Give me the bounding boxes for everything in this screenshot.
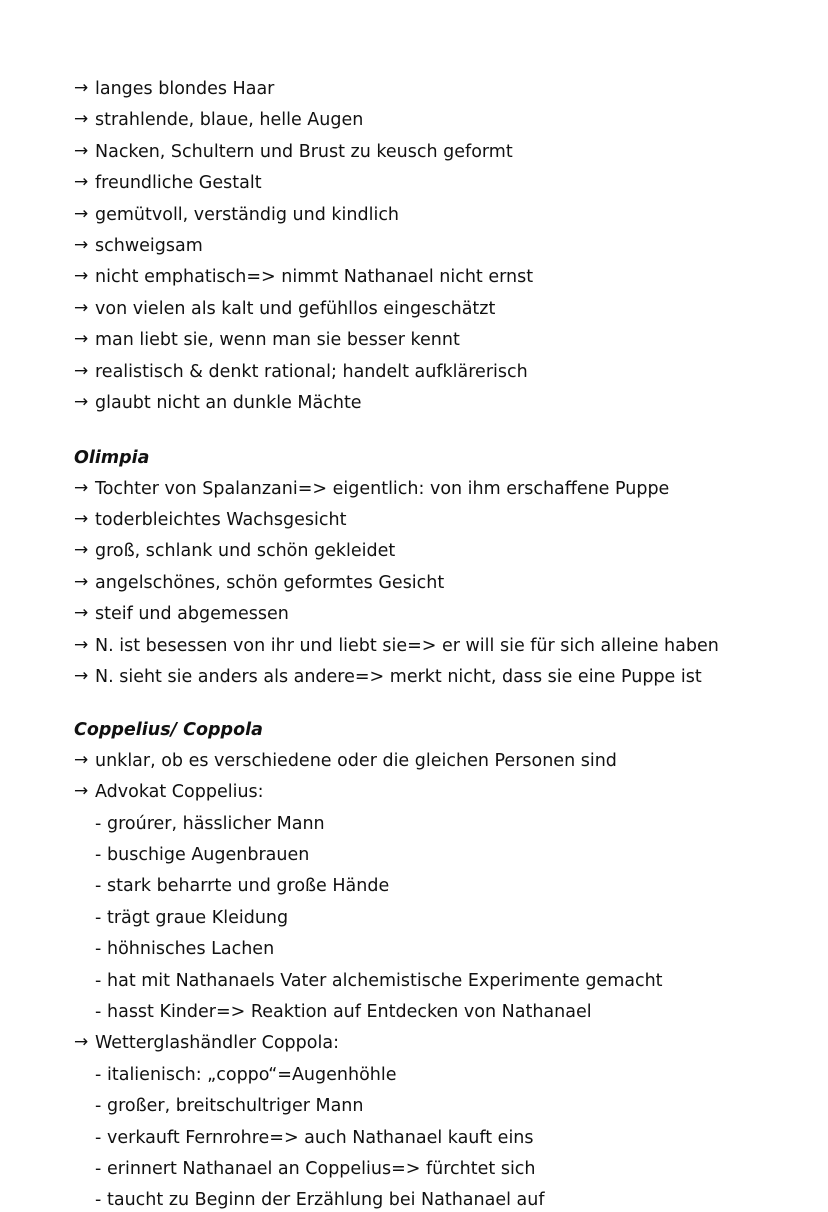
arrow-icon: → [74,603,89,624]
list-item-label: nicht emphatisch=> nimmt Nathanael nicht ernst [95,267,534,288]
document-body [74,78,768,1212]
list-item [74,750,768,772]
list-item-label: unklar, ob es verschiedene oder die gleichen Personen sind [95,750,617,771]
dash-icon: - [95,970,102,991]
sub-list-item [74,1158,768,1180]
list-item-label: Tochter von Spalanzani=> eigentlich: von ihm erschaffene Puppe [95,478,670,499]
list-item [74,235,768,257]
list-item-label: N. ist besessen von ihr und liebt sie=> er will sie für sich alleine haben [95,635,719,656]
sub-list-item [74,813,768,835]
sub-list-item [74,1064,768,1086]
list-item-label: toderbleichtes Wachsgesicht [95,510,347,531]
sub-list-item-label: verkauft Fernrohre=> auch Nathanael kauft eins [107,1127,534,1148]
dash-icon: - [95,1064,102,1085]
arrow-icon: → [74,477,89,498]
list-item [74,392,768,414]
sub-list-item-label: italienisch: „coppo“=Augenhöhle [107,1064,397,1085]
arrow-icon: → [74,509,89,530]
sub-list-item-label: erinnert Nathanael an Coppelius=> fürchtet sich [107,1158,536,1179]
list-item-label: von vielen als kalt und gefühllos eingeschätzt [95,298,496,319]
list-item [74,540,768,562]
arrow-icon: → [74,109,89,130]
arrow-icon: → [74,234,89,255]
arrow-icon: → [74,140,89,161]
arrow-icon: → [74,203,89,224]
sub-list-item-label: hat mit Nathanaels Vater alchemistische Experimente gemacht [107,970,663,991]
sub-list-item [74,907,768,929]
list-item-label: Nacken, Schultern und Brust zu keusch geformt [95,141,513,162]
list-item [74,666,768,688]
sub-list-item [74,844,768,866]
list-item [74,141,768,163]
sub-list-item-label: höhnisches Lachen [107,939,275,960]
section-heading: Coppelius/ Coppola [74,720,263,741]
list-item [74,603,768,625]
arrow-icon: → [74,666,89,687]
section-coppelius-coppola [74,719,768,1211]
list-item [74,361,768,383]
sub-list-item-label: großer, breitschultriger Mann [107,1096,364,1117]
spacer [74,697,768,719]
list-item-label: Advokat Coppelius: [95,782,264,803]
list-item-label: strahlende, blaue, helle Augen [95,110,364,131]
list-item [74,572,768,594]
list-item-label: freundliche Gestalt [95,173,262,194]
arrow-icon: → [74,749,89,770]
list-item-label: glaubt nicht an dunkle Mächte [95,392,362,413]
section-olimpia [74,447,768,688]
arrow-icon: → [74,360,89,381]
sub-list-item [74,1127,768,1149]
list-item-label: man liebt sie, wenn man sie besser kennt [95,330,460,351]
dash-icon: - [95,1127,102,1148]
list-item [74,509,768,531]
list-item-label: langes blondes Haar [95,79,275,99]
list-item [74,109,768,131]
list-item [74,78,768,100]
arrow-icon: → [74,329,89,350]
sub-list-item-label: hasst Kinder=> Reaktion auf Entdecken von Nathanael [107,1001,592,1022]
list-item [74,204,768,226]
dash-icon: - [95,813,102,834]
sub-list-item [74,970,768,992]
section-heading: Olimpia [74,448,150,469]
arrow-icon: → [74,781,89,802]
list-item-label: realistisch & denkt rational; handelt aufklärerisch [95,361,528,382]
list-item-label: N. sieht sie anders als andere=> merkt nicht, dass sie eine Puppe ist [95,667,702,688]
list-item [74,1032,768,1054]
list-item-label: angelschönes, schön geformtes Gesicht [95,572,445,593]
arrow-icon: → [74,172,89,193]
sub-list-item-label: taucht zu Beginn der Erzählung bei Nathanael auf [107,1190,545,1211]
sub-list-item [74,1095,768,1117]
sub-list-item-label: groúrer, hässlicher Mann [107,813,325,834]
sub-list-item-label: trägt graue Kleidung [107,907,289,928]
dash-icon: - [95,844,102,865]
list-item-label: groß, schlank und schön gekleidet [95,541,396,562]
arrow-icon: → [74,634,89,655]
dash-icon: - [95,1158,102,1179]
dash-icon: - [95,1190,102,1211]
sub-list-item [74,875,768,897]
list-item-label: schweigsam [95,235,203,256]
dash-icon: - [95,907,102,928]
dash-icon: - [95,1001,102,1022]
dash-icon: - [95,939,102,960]
dash-icon: - [95,1096,102,1117]
arrow-icon: → [74,571,89,592]
arrow-icon: → [74,266,89,287]
sub-list-item-label: stark beharrte und große Hände [107,876,390,897]
sub-list-item [74,938,768,960]
dash-icon: - [95,876,102,897]
arrow-icon: → [74,78,89,98]
list-item [74,635,768,657]
list-clara-traits [74,78,768,414]
sub-list-item-label: buschige Augenbrauen [107,844,310,865]
spacer [74,423,768,447]
list-item [74,781,768,803]
arrow-icon: → [74,297,89,318]
arrow-icon: → [74,391,89,412]
list-item [74,172,768,194]
sub-list-item [74,1001,768,1023]
arrow-icon: → [74,1032,89,1053]
list-item [74,266,768,288]
list-item [74,478,768,500]
sub-list-item [74,1189,768,1211]
list-item-label: steif und abgemessen [95,604,289,625]
list-item-label: gemütvoll, verständig und kindlich [95,204,400,225]
list-item-label: Wetterglashändler Coppola: [95,1033,339,1054]
arrow-icon: → [74,540,89,561]
list-item [74,329,768,351]
list-item [74,298,768,320]
